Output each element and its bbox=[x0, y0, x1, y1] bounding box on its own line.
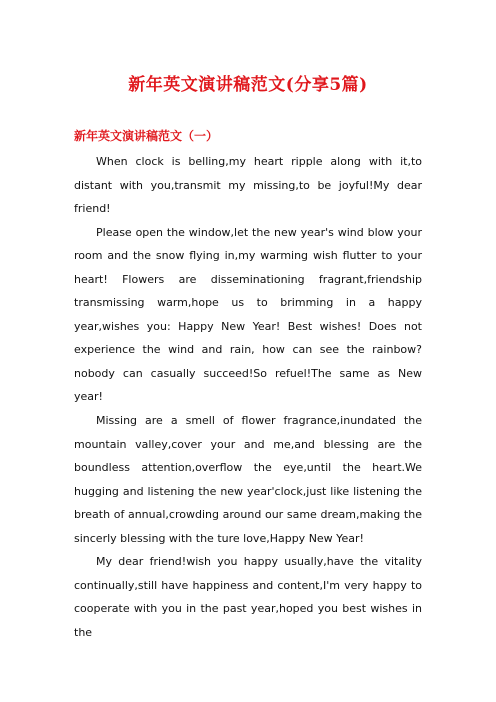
paragraph: My dear friend!wish you happy usually,have the vitality continually,still have happiness and content,I'm very happy to cooperate with you in the past year,hoped you best wishes in the bbox=[74, 555, 422, 639]
paragraph: Missing are a smell of flower fragrance,inundated the mountain valley,cover your and me,and blessing are the boundless attention,overflow the eye,until the heart.We hugging and listening the new year'clock,just like listening the breath of annual,crowding around our same dream,making the sincerly blessing with the ture love,Happy New Year! bbox=[74, 414, 422, 545]
section-heading: 新年英文演讲稿范文（一） bbox=[74, 129, 219, 143]
paragraph: When clock is belling,my heart ripple along with it,to distant with you,transmit my missing,to be joyful!My dear friend! bbox=[74, 155, 422, 216]
document-title: 新年英文演讲稿范文(分享5篇) bbox=[128, 75, 368, 95]
document-body bbox=[74, 150, 422, 644]
paragraph: Please open the window,let the new year's wind blow your room and the snow flying in,my warming wish flutter to your heart! Flowers are disseminationing fragrant,friendship transmissing warm,hope us to brimming in a happy year,wishes you: Happy New Year! Best wishes! Does not experience the wind and rain, how can see the rainbow?nobody can casually succeed!So refuel!The same as New year! bbox=[74, 225, 422, 404]
